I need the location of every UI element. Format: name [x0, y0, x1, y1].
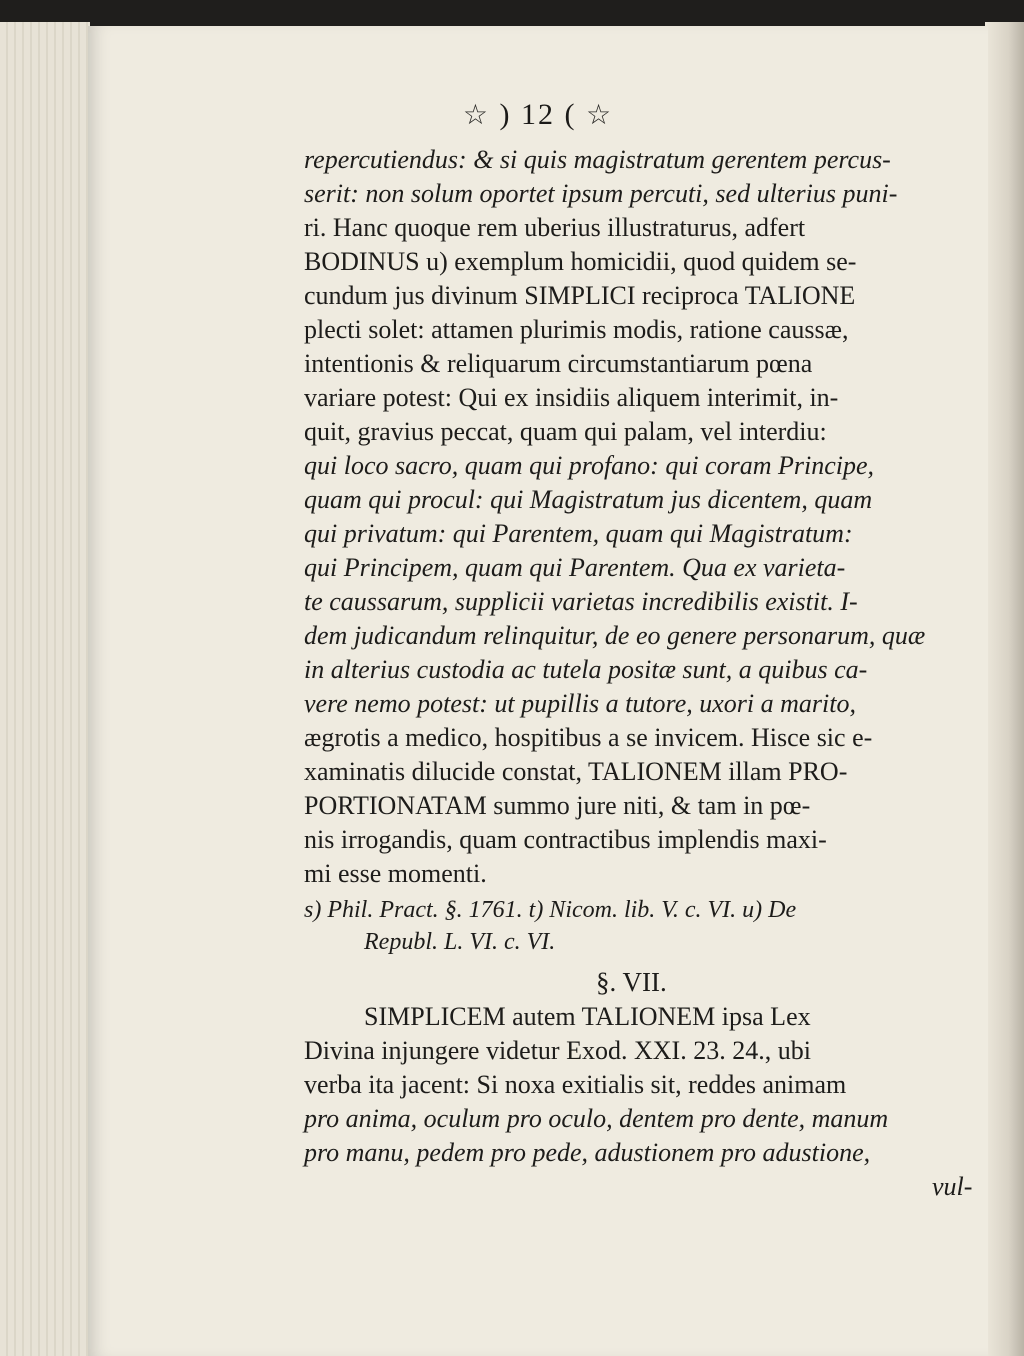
- book-page: [88, 26, 988, 1356]
- text-line: verba ita jacent: Si noxa exitialis sit, reddes animam: [304, 1070, 847, 1099]
- book-right-edge: [985, 22, 1024, 1356]
- text-line: ri. Hanc quoque rem uberius illustraturus, adfert: [304, 213, 806, 242]
- text-line: cundum jus divinum SIMPLICI reciproca TALIONE: [304, 281, 856, 310]
- star-ornament-icon: ☆: [462, 100, 490, 131]
- page-header: [88, 98, 988, 138]
- text-line: pro anima, oculum pro oculo, dentem pro dente, manum: [304, 1104, 889, 1133]
- text-line: serit: non solum oportet ipsum percuti, sed ulterius puni-: [304, 179, 898, 208]
- text-line: mi esse momenti.: [304, 859, 487, 888]
- text-line: xaminatis dilucide constat, TALIONEM illam PRO-: [304, 757, 848, 786]
- star-ornament-icon: ☆: [585, 100, 614, 131]
- text-line: intentionis & reliquarum circumstantiarum pœna: [304, 349, 813, 378]
- footnote-line: Republ. L. VI. c. VI.: [364, 929, 556, 955]
- text-line: nis irrogandis, quam contractibus implendis maxi-: [304, 825, 827, 854]
- book-page-edges: [0, 22, 90, 1356]
- text-line: quam qui procul: qui Magistratum jus dicentem, quam: [304, 485, 873, 514]
- text-line: qui loco sacro, quam qui profano: qui coram Principe,: [304, 451, 875, 480]
- text-line: vere nemo potest: ut pupillis a tutore, uxori a marito,: [304, 689, 856, 718]
- text-line: te caussarum, supplicii varietas incredibilis existit. I-: [304, 587, 858, 616]
- text-line: plecti solet: attamen plurimis modis, ratione caussæ,: [304, 315, 849, 344]
- catchword: vul-: [932, 1172, 973, 1201]
- text-line: pro manu, pedem pro pede, adustionem pro adustione,: [304, 1138, 871, 1167]
- text-line: ægrotis a medico, hospitibus a se invicem. Hisce sic e-: [304, 723, 873, 752]
- text-line: qui privatum: qui Parentem, quam qui Magistratum:: [304, 519, 853, 548]
- text-line: qui Principem, quam qui Parentem. Qua ex varieta-: [304, 553, 846, 582]
- text-line: quit, gravius peccat, quam qui palam, vel interdiu:: [304, 417, 827, 446]
- text-line: variare potest: Qui ex insidiis aliquem interimit, in-: [304, 383, 839, 412]
- section-heading: §. VII.: [596, 967, 667, 997]
- text-line: dem judicandum relinquitur, de eo genere personarum, quæ: [304, 621, 926, 650]
- text-line: in alterius custodia ac tutela positæ sunt, a quibus ca-: [304, 655, 868, 684]
- text-line: PORTIONATAM summo jure niti, & tam in pœ-: [304, 791, 811, 820]
- page-number: ) 12 (: [499, 98, 577, 131]
- footnote-line: s) Phil. Pract. §. 1761. t) Nicom. lib. V. c. VI. u) De: [304, 897, 797, 923]
- text-line: SIMPLICEM autem TALIONEM ipsa Lex: [364, 1002, 811, 1031]
- text-line: Divina injungere videtur Exod. XXI. 23. 24., ubi: [304, 1036, 811, 1065]
- text-line: BODINUS u) exemplum homicidii, quod quidem se-: [304, 247, 857, 276]
- text-line: repercutiendus: & si quis magistratum gerentem percus-: [304, 145, 891, 174]
